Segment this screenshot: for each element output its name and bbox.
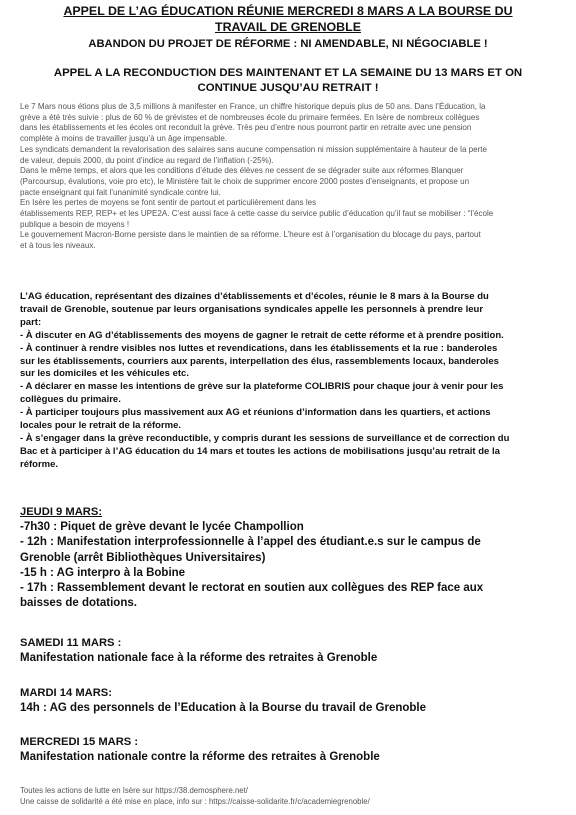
text-line: Le gouvernement Macron-Borne persiste dans le maintien de sa réforme. L’heure est à l’organisation du blocage du pays, partout <box>20 230 481 240</box>
text-line: Dans le même temps, et alors que les conditions d’étude des élèves ne cessent de se dégrader suite aux réformes Blanquer <box>20 166 464 176</box>
resolution-line: travail de Grenoble, soutenue par leurs organisations syndicales appelle les personnels à prendre leur <box>20 303 484 315</box>
text-line: grève a été très suivie : plus de 60 % de grévistes et de nombreuses école du primaire fermées. En Isère de nombreux collègues <box>20 112 480 122</box>
footer-line: Une caisse de solidarité a été mise en place, info sur : https://caisse-solidarite.fr/c/academiegrenoble/ <box>20 796 370 806</box>
schedule-item: - 17h : Rassemblement devant le rectorat en soutien aux collègues des REP face aux <box>20 582 484 595</box>
page-subtitle: ABANDON DU PROJET DE RÉFORME : NI AMENDABLE, NI NÉGOCIABLE ! <box>88 38 488 50</box>
text-line: En Isère les pertes de moyens se font sentir de partout et particulièrement dans les <box>20 198 317 208</box>
schedule-jeudi <box>20 505 556 611</box>
title-line: APPEL DE L’AG ÉDUCATION RÉUNIE MERCREDI 8 MARS A LA BOURSE DU <box>63 4 513 18</box>
page-title <box>40 3 536 35</box>
schedule-samedi <box>20 636 556 666</box>
schedule-item: baisses de dotations. <box>20 597 137 610</box>
text-line: Le 7 Mars nous étions plus de 3,5 millions à manifester en France, un chiffre historique depuis plus de 50 ans. Dans l’Éducation, la <box>20 102 486 111</box>
text-line: Les syndicats demandent la revalorisation des salaires sans aucune compensation ni mission supplémentaire à hauteur de la perte <box>20 144 487 154</box>
resolution-line: sur les établissements, courriers aux parents, interpellation des élus, rassemblements locaux, banderoles <box>20 355 499 367</box>
resolution-line: - À continuer à rendre visibles nos luttes et revendications, dans les établissements et la rue : banderoles <box>20 342 498 354</box>
ag-resolution <box>20 291 558 472</box>
text-line: établissements REP, REP+ et les UPE2A. C’est aussi face à cette casse du service public d’éducation qu’il faut se mobiliser : “l’école <box>20 209 494 219</box>
resolution-line: - À s’engager dans la grève reconductible, y compris durant les sessions de surveillance et de correction du <box>20 432 510 444</box>
resolution-line: - À discuter en AG d’établissements des moyens de gagner le retrait de cette réforme et à prendre position. <box>20 329 504 341</box>
resolution-line: - A déclarer en masse les intentions de grève sur la plateforme COLIBRIS pour chaque jour à venir pour les <box>20 381 504 393</box>
resolution-line: L’AG éducation, représentant des dizaines d’établissements et d’écoles, réunie le 8 mars à la Bourse du <box>20 291 489 302</box>
resolution-line: part: <box>20 316 42 328</box>
text-line: pacte enseignant qui fait l’unanimité syndicale contre lui. <box>20 187 221 197</box>
text-line: de valeur, depuis 2000, du point d’indice au regard de l’inflation (-25%). <box>20 155 274 165</box>
text-line: (Parcoursup, évalutions, voie pro etc), le Ministère fait le choix de supprimer encore 2000 postes d’enseignants, et propose un <box>20 176 470 186</box>
day-heading: SAMEDI 11 MARS : <box>20 637 122 649</box>
resolution-line: - À participer toujours plus massivement aux AG et réunions d’information dans les quartiers, et actions <box>20 407 491 419</box>
text-line: publique a besoin de moyens ! <box>20 219 130 229</box>
schedule-item: -7h30 : Piquet de grève devant le lycée Champollion <box>20 521 304 534</box>
footer-notes <box>20 786 556 807</box>
schedule-mercredi <box>20 735 556 765</box>
title-line: TRAVAIL DE GRENOBLE <box>215 20 361 34</box>
resolution-line: sur les domiciles et les véhicules etc. <box>20 368 189 380</box>
intro-text <box>20 102 556 252</box>
schedule-item: Manifestation nationale contre la réforme des retraites à Grenoble <box>20 751 380 764</box>
schedule-item: 14h : AG des personnels de l’Education à la Bourse du travail de Grenoble <box>20 702 427 715</box>
text-line: complète à moins de travailler jusqu’à un âge impensable. <box>20 134 228 144</box>
schedule-mardi <box>20 686 556 716</box>
day-heading: MERCREDI 15 MARS : <box>20 736 139 748</box>
schedule-item: -15 h : AG interpro à la Bobine <box>20 566 186 579</box>
resolution-line: réforme. <box>20 458 59 470</box>
schedule-item: Grenoble (arrêt Bibliothèques Universitaires) <box>20 551 266 564</box>
day-heading: MARDI 14 MARS: <box>20 687 112 699</box>
resolution-line: Bac et à participer à l’AG éducation du 14 mars et toutes les actions de mobilisations jusqu’au retrait de la <box>20 445 500 457</box>
call-heading-line: APPEL A LA RECONDUCTION DES MAINTENANT ET LA SEMAINE DU 13 MARS ET ON <box>53 67 523 79</box>
resolution-line: collègues du primaire. <box>20 394 121 406</box>
day-heading: JEUDI 9 MARS: <box>20 506 103 518</box>
footer-line: Toutes les actions de lutte en Isère sur https://38.demosphere.net/ <box>20 786 248 795</box>
text-line: dans les établissements et les écoles ont reconduit la grève. Très peu d’entre nous pourront partir en retraite avec une pension <box>20 123 472 133</box>
call-heading <box>30 66 546 96</box>
resolution-line: locales pour le retrait de la réforme. <box>20 420 182 432</box>
text-line: et à tous les niveaux. <box>20 241 96 251</box>
schedule-item: Manifestation nationale face à la réforme des retraites à Grenoble <box>20 652 378 665</box>
call-heading-line: CONTINUE JUSQU’AU RETRAIT ! <box>197 82 379 94</box>
schedule-item: - 12h : Manifestation interprofessionnelle à l’appel des étudiant.e.s sur le campus de <box>20 536 481 549</box>
